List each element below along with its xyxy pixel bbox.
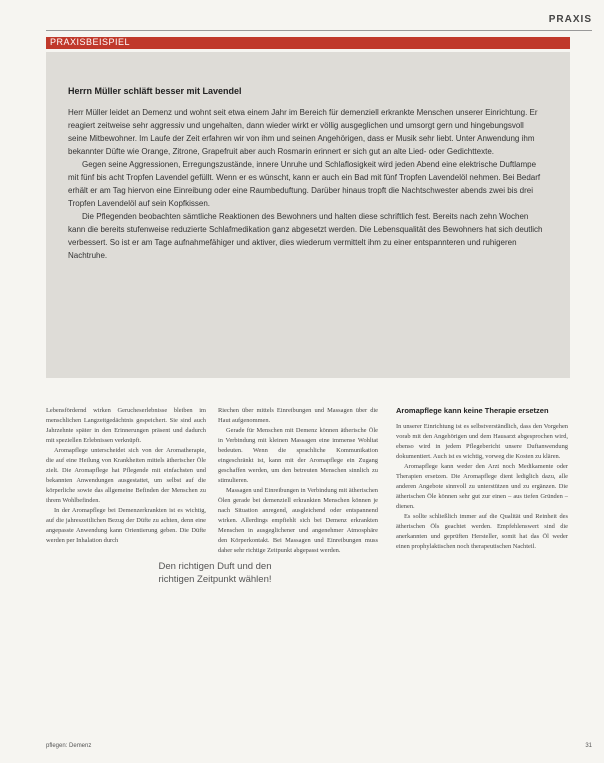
col3-heading: Aromapflege kann keine Therapie ersetzen — [396, 406, 549, 415]
example-label-bar — [46, 37, 570, 49]
top-rule — [46, 30, 592, 31]
example-content — [68, 86, 544, 262]
col3-paragraph-3: Es sollte schließlich immer auf die Qualität und Reinheit des ätherischen Öls geachtet werden. Empfehlenswert sind die anerkannten und geprüften Hersteller, somit hat das Öl weder einen prophylaktischen noch therapeutischen Nachteil. — [396, 513, 568, 550]
col1-paragraph-3: In der Aromapflege bei Demenzerkrankten ist es wichtig, auf die jahreszeitlichen Bezug der Düfte zu achten, denn eine angepasste Anwendung kann Orientierung geben. Die Düfte werden per Inhalation durch — [46, 507, 206, 544]
article-column-2 — [218, 406, 378, 556]
page-number: 31 — [585, 743, 592, 749]
footer-magazine: pflegen: Demenz — [46, 743, 92, 749]
example-paragraph-1: Herr Müller leidet an Demenz und wohnt seit etwa einem Jahr im Bereich für demenziell erkrankte Menschen unserer Einrichtung. Er reagiert zeitweise sehr aggressiv und ungehalten, dann wieder wirkt er völlig ausgeglichen und umsorgt gern und hingebungsvoll seine Mitbewohner. Im Laufe der Zeit erfahren wir von ihm und seinen Angehörigen, dass er Musik sehr liebt. Unter Anwendung ihm bekannter Düfte wie Orange, Zitrone, Grapefruit aber auch Rosmarin erinnert er sich gut an alte Lied- oder Gedichttexte. — [68, 108, 538, 156]
example-label: PRAXISBEISPIEL — [50, 37, 131, 47]
col2-paragraph-2: Gerade für Menschen mit Demenz können ätherische Öle in Verbindung mit kleinen Massagen eine immense Wohltat bedeuten. Wenn die sprachliche Kommunikation eingeschränkt ist, kann mit der Aromapflege ein Zugang geschaffen werden, um den betreuten Menschen sinnlich zu stimulieren. — [218, 427, 378, 484]
col2-paragraph-1: Riechen über mittels Einreibungen und Massagen über die Haut aufgenommen. — [218, 407, 378, 424]
col3-paragraph-2: Aromapflege kann weder den Arzt noch Medikamente oder Therapien ersetzen. Die Aromapflege dient lediglich dazu, alle anderen Angebote sinnvoll zu unterstützen und zu ergänzen. Die ätherischen Öle können sehr gut zur einen – aus tiefen Gründen – dienen. — [396, 463, 568, 510]
article-columns — [46, 406, 570, 726]
section-header: PRAXIS — [548, 14, 592, 25]
example-box — [46, 52, 570, 378]
example-paragraph-2: Gegen seine Aggressionen, Erregungszustände, innere Unruhe und Schlaflosigkeit wird jeden Abend eine elektrische Duftlampe mit fünf bis acht Tropfen Lavendel gefüllt. Wenn er es wünscht, kann er auch ein Bad mit fünf Tropfen Lavendelöl nehmen. Bei Bedarf erhält er am Tag hiervon eine Einreibung oder eine Raumbeduftung. Darüber hinaus tropft die Nachtschwester abends zwei bis drei Tropfen Lavendelöl auf sein Kopfkissen. — [68, 160, 541, 208]
col3-paragraph-1: In unserer Einrichtung ist es selbstverständlich, dass den Vorgehen vorab mit den Angehörigen und dem Hausarzt abgesprochen wird, ebenso wird in jedem Pflegebericht unsere Duftanwendung dokumentiert. Auch ist es wichtig, vorweg die Kosten zu klären. — [396, 423, 568, 460]
example-paragraph-3: Die Pflegenden beobachten sämtliche Reaktionen des Bewohners und halten diese schriftlich fest. Bereits nach zehn Wochen kann die bereits stufenweise reduzierte Schlafmedikation ganz abgesetzt werden. Die Lebensqualität des Bewohners hat sich deutlich verbessert. So ist er am Tage aufnahmefähiger und aktiver, dies wiederum vermittelt ihm zu einer entspannteren und ruhigeren Nachtruhe. — [68, 212, 543, 260]
example-title: Herrn Müller schläft besser mit Lavendel — [68, 86, 242, 96]
col1-paragraph-2: Aromapflege unterscheidet sich von der Aromatherapie, die auf eine Heilung von Krankheiten mittels ätherischer Öle zielt. Die Aromapflege hat Pflegende mit einfachsten und bekannten Anwendungen ausgestattet, um selbst auf die körperliche sowie das allgemeine Befinden der Menschen zu ihrem Wohlbefinden. — [46, 447, 206, 504]
col1-paragraph-1: Lebensfördernd wirken Gerucheserlebnisse bleiben im menschlichen Langzeitgedächtnis gespeichert. Sie sind auch Jahrzehnte später in den Erinnerungen präsent und dadurch mit speziellen Erlebnissen verknüpft. — [46, 407, 206, 444]
article-column-1 — [46, 406, 206, 546]
article-column-3 — [396, 406, 568, 552]
col2-paragraph-3: Massagen und Einreibungen in Verbindung mit ätherischen Ölen gerade bei demenziell erkrankten Menschen können je nach Situation anregend, ausgleichend oder entspannend wirken. Allerdings empfiehlt sich bei Demenz erkrankten Menschen in ausgeglichener und angenehmer Atmosphäre den Körperkontakt. Bei Massagen und Einreibungen muss daher sehr richtige Zeitpunkt abgepasst werden. — [218, 487, 378, 554]
pull-quote: Den richtigen Duft und den richtigen Zeitpunkt wählen! — [152, 556, 278, 590]
